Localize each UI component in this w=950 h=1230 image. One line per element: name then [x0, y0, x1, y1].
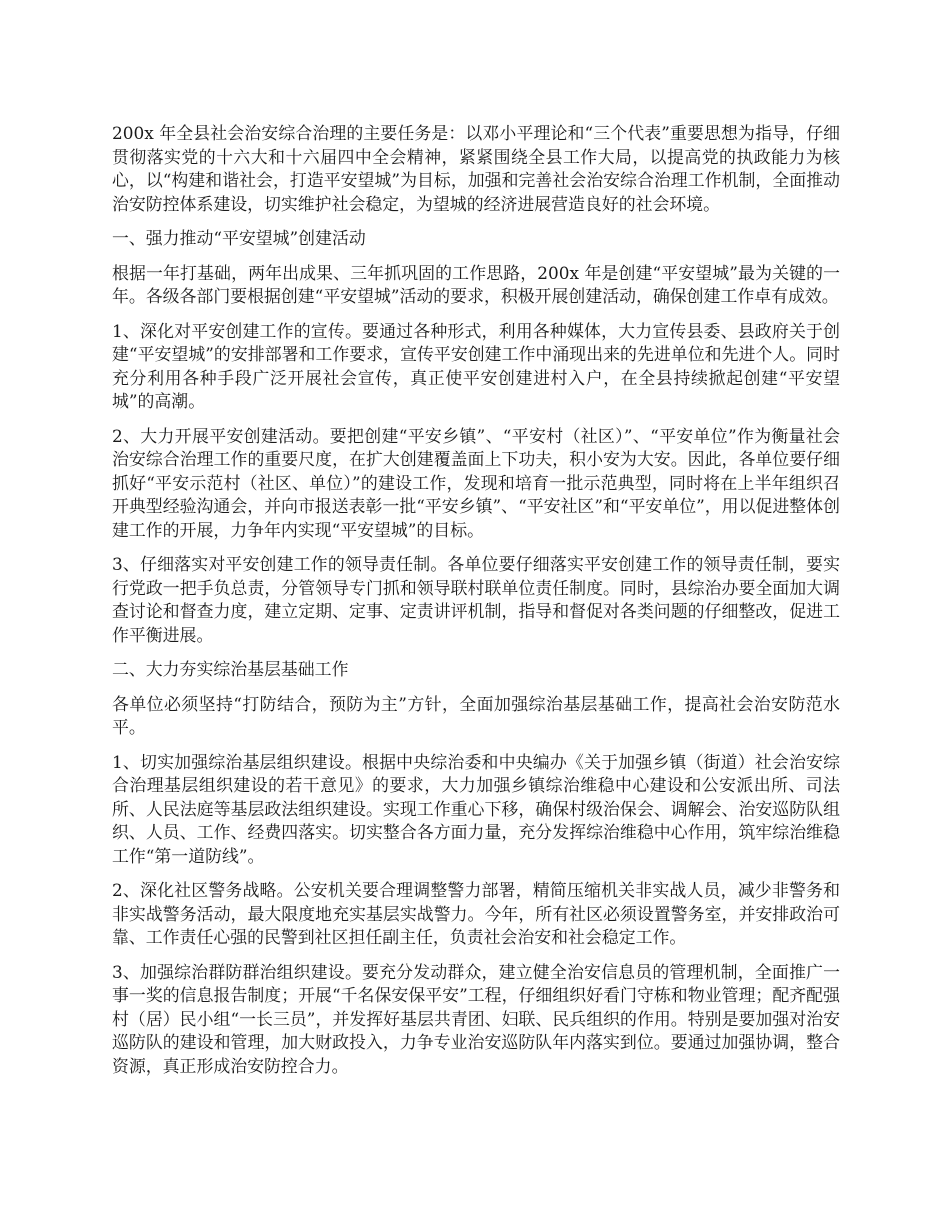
section-2-item-1: 1、切实加强综治基层组织建设。根据中央综治委和中央编办《关于加强乡镇（街道）社会治安综合治理基层组织建设的若干意见》的要求，大力加强乡镇综治维稳中心建设和公安派出所、司法所、人民法庭等基层政法组织建设。实现工作重心下移，确保村级治保会、调解会、治安巡防队组织、人员、工作、经费四落实。切实整合各方面力量，充分发挥综治维稳中心作用，筑牢综治维稳工作“第一道防线”。: [112, 751, 840, 866]
section-2-item-2: 2、深化社区警务战略。公安机关要合理调整警力部署，精简压缩机关非实战人员，减少非警务和非实战警务活动，最大限度地充实基层实战警力。今年，所有社区必须设置警务室，并安排政治可靠、工作责任心强的民警到社区担任副主任，负责社会治安和社会稳定工作。: [112, 880, 840, 947]
section-heading-1: 一、强力推动“平安望城”创建活动: [112, 228, 366, 248]
section-2-intro: 各单位必须坚持“打防结合，预防为主”方针，全面加强综治基层基础工作，提高社会治安防范水平。: [112, 693, 840, 737]
section-2-item-3: 3、加强综治群防群治组织建设。要充分发动群众，建立健全治安信息员的管理机制，全面推广一事一奖的信息报告制度；开展“千名保安保平安”工程，仔细组织好看门守栋和物业管理；配齐配强村（居）民小组“一长三员”，并发挥好基层共青团、妇联、民兵组织的作用。特别是要加强对治安巡防队的建设和管理，加大财政投入，力争专业治安巡防队年内落实到位。要通过加强协调，整合资源，真正形成治安防控合力。: [112, 961, 840, 1076]
section-1-intro: 根据一年打基础，两年出成果、三年抓巩固的工作思路，200x 年是创建“平安望城”最为关键的一年。各级各部门要根据创建“平安望城”活动的要求，积极开展创建活动，确保创建工作卓有成效。: [112, 262, 840, 306]
section-1-item-2: 2、大力开展平安创建活动。要把创建“平安乡镇”、“平安村（社区）”、“平安单位”作为衡量社会治安综合治理工作的重要尺度，在扩大创建覆盖面上下功夫，积小安为大安。因此，各单位要仔细抓好“平安示范村（社区、单位）”的建设工作，发现和培育一批示范典型，同时将在上半年组织召开典型经验沟通会，并向市报送表彰一批“平安乡镇”、“平安社区”和“平安单位”，用以促进整体创建工作的开展，力争年内实现“平安望城”的目标。: [112, 425, 840, 540]
section-1-item-3: 3、仔细落实对平安创建工作的领导责任制。各单位要仔细落实平安创建工作的领导责任制，要实行党政一把手负总责，分管领导专门抓和领导联村联单位责任制度。同时，县综治办要全面加大调查讨论和督查力度，建立定期、定事、定责讲评机制，指导和督促对各类问题的仔细整改，促进工作平衡进展。: [112, 554, 840, 645]
section-heading-2: 二、大力夯实综治基层基础工作: [112, 659, 349, 679]
document-body: [112, 122, 840, 1089]
intro-paragraph: 200x 年全县社会治安综合治理的主要任务是：以邓小平理论和“三个代表”重要思想为指导，仔细贯彻落实党的十六大和十六届四中全会精神，紧紧围绕全县工作大局，以提高党的执政能力为核心，以“构建和谐社会，打造平安望城”为目标，加强和完善社会治安综合治理工作机制，全面推动治安防控体系建设，切实维护社会稳定，为望城的经济进展营造良好的社会环境。: [112, 123, 840, 214]
section-1-item-1: 1、深化对平安创建工作的宣传。要通过各种形式，利用各种媒体，大力宣传县委、县政府关于创建“平安望城”的安排部署和工作要求，宣传平安创建工作中涌现出来的先进单位和先进个人。同时充分利用各种手段广泛开展社会宣传，真正使平安创建进村入户，在全县持续掀起创建“平安望城”的高潮。: [112, 320, 840, 411]
